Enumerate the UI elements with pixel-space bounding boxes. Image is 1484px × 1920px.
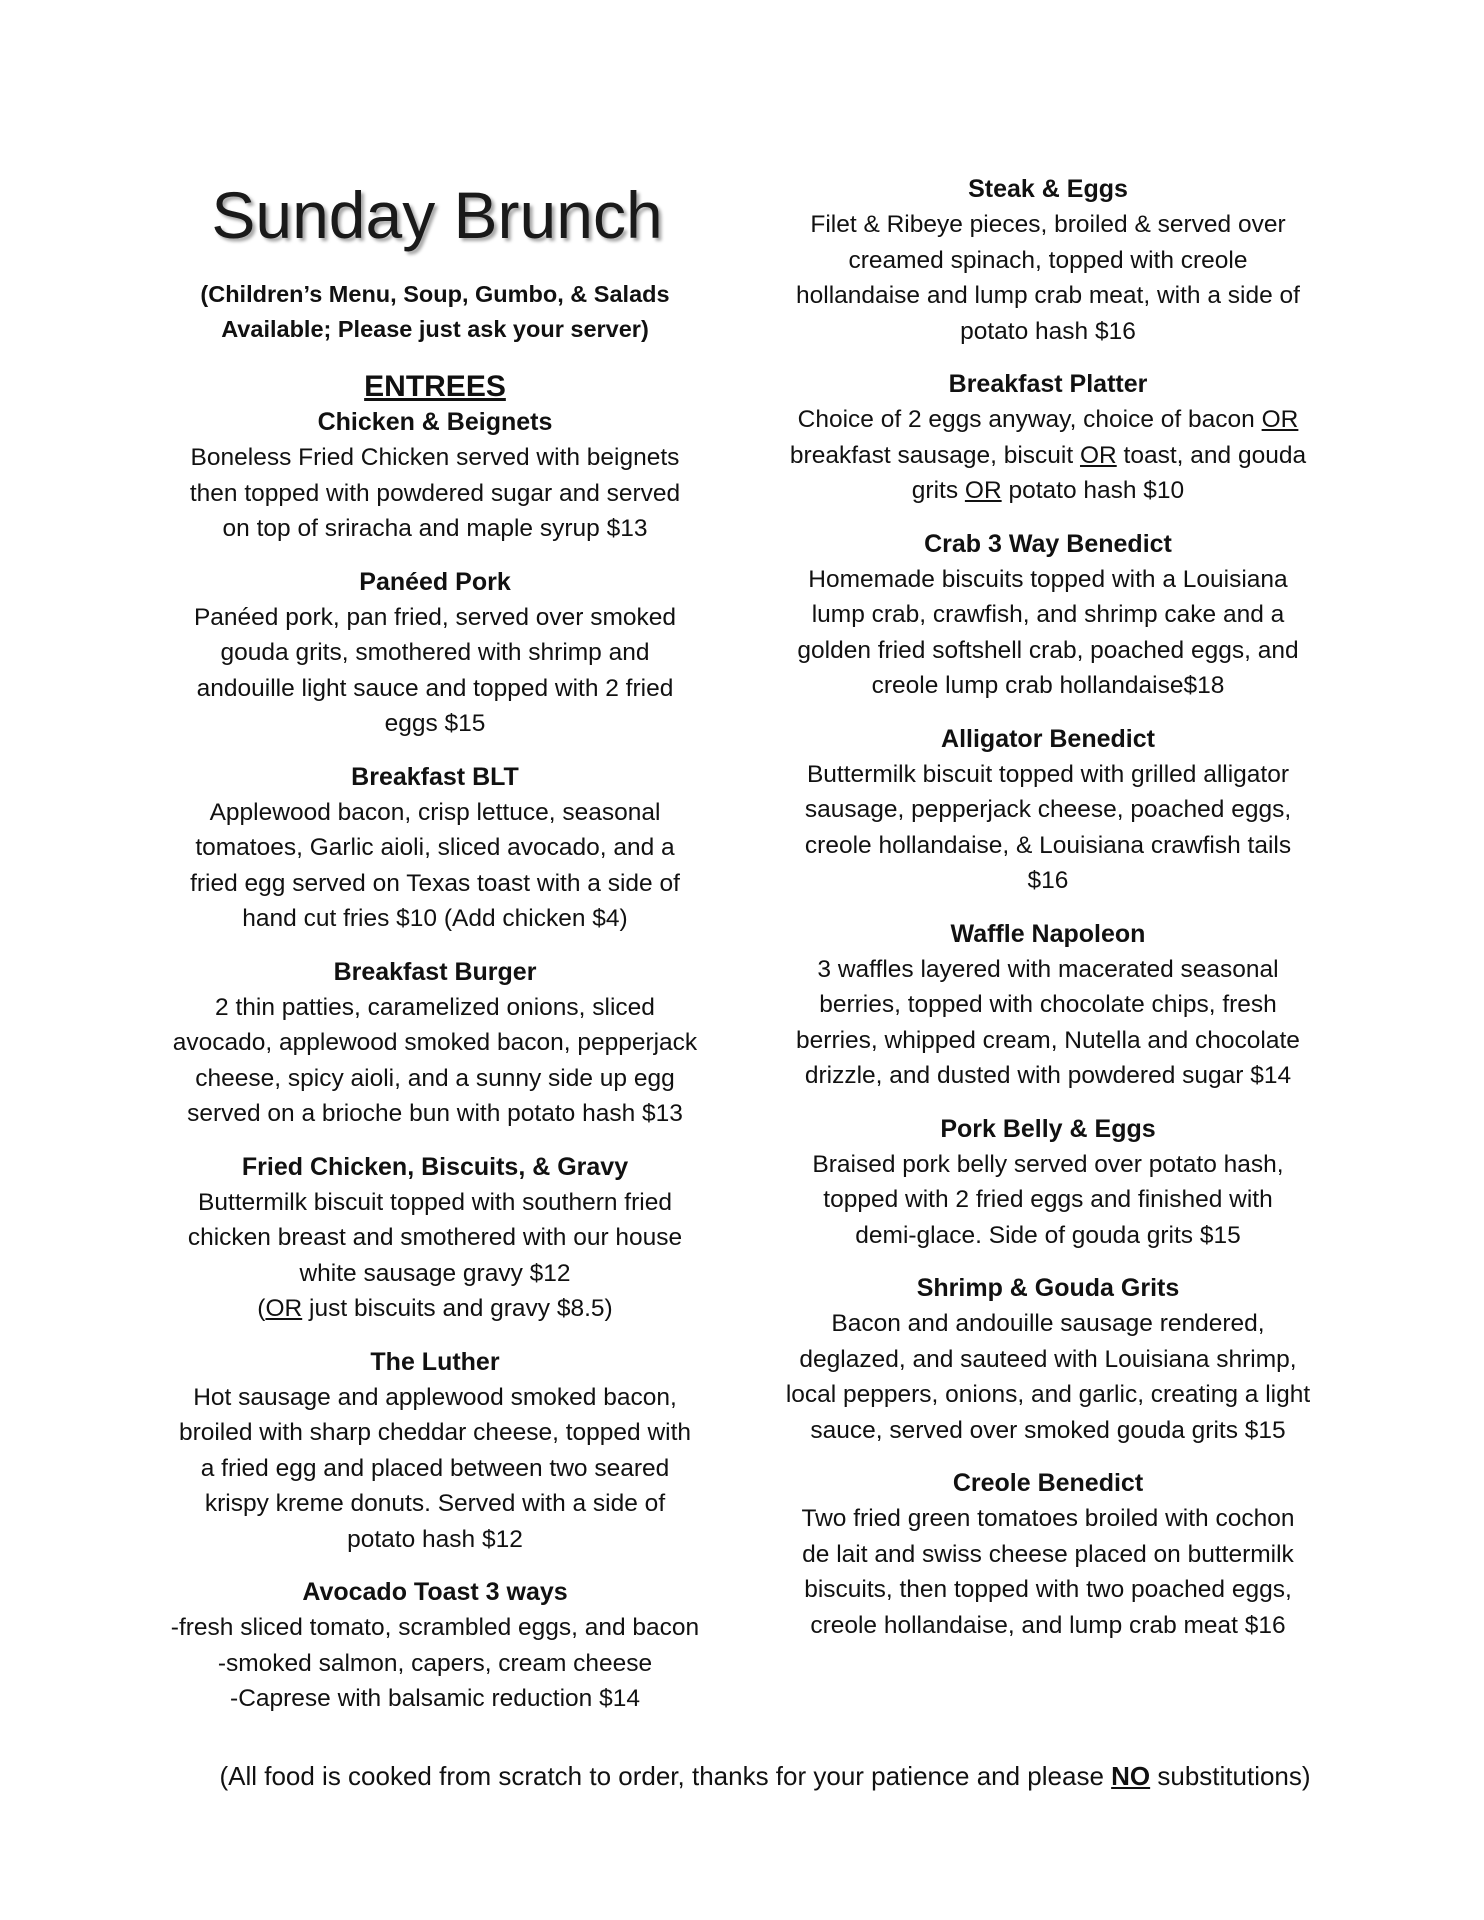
menu-item-description: gouda grits, smothered with shrimp and	[220, 639, 650, 666]
menu-item	[768, 1112, 1328, 1254]
menu-item-name: Avocado Toast 3 ways	[302, 1578, 568, 1606]
menu-item-name: Steak & Eggs	[968, 175, 1128, 203]
menu-item-name: Waffle Napoleon	[950, 919, 1146, 948]
right-column	[768, 172, 1328, 1661]
menu-item	[160, 565, 710, 742]
menu-item-description: golden fried softshell crab, poached eggs, and	[797, 636, 1299, 664]
menu-item-description: Filet & Ribeye pieces, broiled & served over	[810, 211, 1286, 238]
menu-item	[160, 1575, 710, 1717]
notice-line: Available; Please just ask your server)	[221, 316, 649, 342]
menu-item	[160, 760, 710, 937]
menu-item-description: Bacon and andouille sausage rendered,	[831, 1310, 1265, 1337]
menu-item-description: Braised pork belly served over potato hash,	[812, 1150, 1284, 1178]
menu-item-description: white sausage gravy $12	[299, 1259, 571, 1287]
menu-item	[768, 1271, 1328, 1448]
menu-item-name: Panéed Pork	[359, 567, 511, 596]
menu-item-name: Chicken & Beignets	[317, 408, 553, 436]
menu-item	[768, 172, 1328, 349]
menu-item-description: creole hollandaise, and lump crab meat $16	[810, 1611, 1286, 1639]
menu-item-description: biscuits, then topped with two poached eggs,	[804, 1576, 1292, 1603]
footer-text: (All food is cooked from scratch to order, thanks for your patience and please	[219, 1761, 1112, 1791]
or-emphasis: OR	[964, 477, 1002, 504]
notice-line: (Children’s Menu, Soup, Gumbo, & Salads	[200, 281, 670, 307]
footer-note	[100, 1758, 1430, 1794]
menu-item-description: berries, whipped cream, Nutella and chocolate	[796, 1026, 1300, 1054]
menu-item-description: 3 waffles layered with macerated seasonal	[817, 955, 1279, 983]
text-segment: breakfast sausage, biscuit	[789, 441, 1080, 469]
menu-item-description: creole lump crab hollandaise$18	[871, 672, 1225, 699]
menu-item-description: lump crab, crawfish, and shrimp cake and a	[811, 601, 1285, 628]
menu-item	[160, 955, 710, 1132]
menu-item-description: andouille light sauce and topped with 2 fried	[196, 674, 674, 702]
menu-item-description: krispy kreme donuts. Served with a side of	[204, 1490, 666, 1517]
menu-item-description: drizzle, and dusted with powdered sugar $14	[804, 1062, 1292, 1089]
menu-item-description: a fried egg and placed between two seared	[200, 1454, 670, 1482]
menu-item-description: hand cut fries $10 (Add chicken $4)	[242, 905, 628, 932]
menu-item	[160, 1345, 710, 1558]
menu-item-description: -Caprese with balsamic reduction $14	[230, 1685, 640, 1712]
text-segment: potato hash $10	[1001, 477, 1185, 504]
menu-item-description: sauce, served over smoked gouda grits $15	[810, 1416, 1286, 1444]
paren-open: (	[257, 1295, 266, 1322]
menu-item	[768, 527, 1328, 704]
or-emphasis: OR	[265, 1295, 303, 1322]
menu-item-name: Alligator Benedict	[941, 724, 1155, 753]
menu-item-description: Buttermilk biscuit topped with grilled alligator	[806, 760, 1290, 788]
menu-item-description: sausage, pepperjack cheese, poached eggs,	[804, 796, 1292, 823]
menu-item-description: avocado, applewood smoked bacon, pepperjack	[172, 1029, 698, 1056]
menu-item-description: de lait and swiss cheese placed on buttermilk	[802, 1540, 1294, 1568]
menu-item-description: Homemade biscuits topped with a Louisiana	[808, 565, 1288, 593]
menu-item-name: Crab 3 Way Benedict	[924, 529, 1172, 558]
menu-item-description: hollandaise and lump crab meat, with a side of	[796, 282, 1300, 309]
menu-item	[768, 917, 1328, 1094]
menu-item-description: Panéed pork, pan fried, served over smoked	[193, 603, 677, 631]
menu-item	[160, 1150, 710, 1327]
menu-item-name: Shrimp & Gouda Grits	[916, 1274, 1180, 1302]
footer-no-emphasis: NO	[1111, 1761, 1151, 1791]
text-segment: toast, and gouda	[1116, 441, 1307, 469]
menu-item-description: demi-glace. Side of gouda grits $15	[855, 1221, 1241, 1249]
menu-item	[768, 1466, 1328, 1643]
text-segment: Choice of 2 eggs anyway, choice of bacon	[797, 406, 1262, 433]
menu-item-description	[768, 438, 1328, 474]
menu-item-description: -fresh sliced tomato, scrambled eggs, and bacon	[170, 1614, 700, 1641]
menu-item-description: deglazed, and sauteed with Louisiana shrimp,	[799, 1345, 1297, 1373]
menu-item-description: creole hollandaise, & Louisiana crawfish tails	[804, 831, 1292, 859]
menu-item-description	[768, 402, 1328, 438]
option-text: just biscuits and gravy $8.5)	[302, 1295, 613, 1322]
or-emphasis: OR	[1079, 441, 1117, 469]
menu-item-description: -smoked salmon, capers, cream cheese	[217, 1649, 653, 1677]
menu-item-description: chicken breast and smothered with our house	[187, 1224, 683, 1251]
menu-item-name: Breakfast BLT	[351, 762, 519, 791]
section-title-entrees: ENTREES	[364, 370, 506, 403]
menu-item-description: Hot sausage and applewood smoked bacon,	[193, 1383, 677, 1411]
menu-item-description: fried egg served on Texas toast with a side of	[190, 869, 680, 897]
menu-item-name: Creole Benedict	[952, 1469, 1144, 1497]
menu-item	[768, 367, 1328, 509]
menu-item-description: Buttermilk biscuit topped with southern fried	[198, 1188, 672, 1216]
menu-item-description: cheese, spicy aioli, and a sunny side up egg	[195, 1064, 675, 1092]
menu-item-description: Boneless Fried Chicken served with beignets	[190, 444, 680, 471]
menu-item-description: potato hash $16	[960, 317, 1136, 345]
footer-text: substitutions)	[1150, 1761, 1311, 1791]
text-segment: grits	[911, 477, 965, 504]
menu-item-description: on top of sriracha and maple syrup $13	[222, 515, 648, 542]
page-title: Sunday Brunch	[211, 178, 663, 252]
menu-item-description: served on a brioche bun with potato hash $13	[187, 1100, 683, 1127]
menu-item-description: broiled with sharp cheddar cheese, topped with	[178, 1419, 692, 1446]
menu-item-name: Fried Chicken, Biscuits, & Gravy	[241, 1152, 629, 1181]
menu-item-description: tomatoes, Garlic aioli, sliced avocado, and a	[195, 834, 675, 861]
menu-item-description	[768, 473, 1328, 509]
menu-item-description: eggs $15	[384, 710, 486, 737]
menu-item-name: Pork Belly & Eggs	[940, 1114, 1156, 1143]
menu-item-description: Applewood bacon, crisp lettuce, seasonal	[209, 798, 661, 826]
left-column	[160, 175, 710, 1735]
menu-item-description: then topped with powdered sugar and served	[189, 479, 681, 507]
menu-item-name: The Luther	[370, 1347, 500, 1376]
menu-item-name: Breakfast Platter	[948, 370, 1148, 398]
menu-item	[160, 405, 710, 547]
menu-item-description: potato hash $12	[347, 1525, 523, 1553]
menu-item-option	[160, 1291, 710, 1327]
menu-item-description: $16	[1027, 867, 1069, 894]
menu-item-description: local peppers, onions, and garlic, creating a light	[785, 1381, 1311, 1408]
menu-item-description: topped with 2 fried eggs and finished with	[823, 1186, 1273, 1213]
menu-item-description: 2 thin patties, caramelized onions, sliced	[215, 993, 655, 1021]
menu-item-name: Breakfast Burger	[333, 957, 537, 986]
menu-item	[768, 722, 1328, 899]
menu-item-description: creamed spinach, topped with creole	[848, 246, 1248, 274]
menu-item-description: Two fried green tomatoes broiled with cochon	[801, 1505, 1295, 1532]
availability-notice	[160, 277, 710, 347]
or-emphasis: OR	[1261, 406, 1299, 433]
menu-item-description: berries, topped with chocolate chips, fresh	[819, 991, 1277, 1018]
